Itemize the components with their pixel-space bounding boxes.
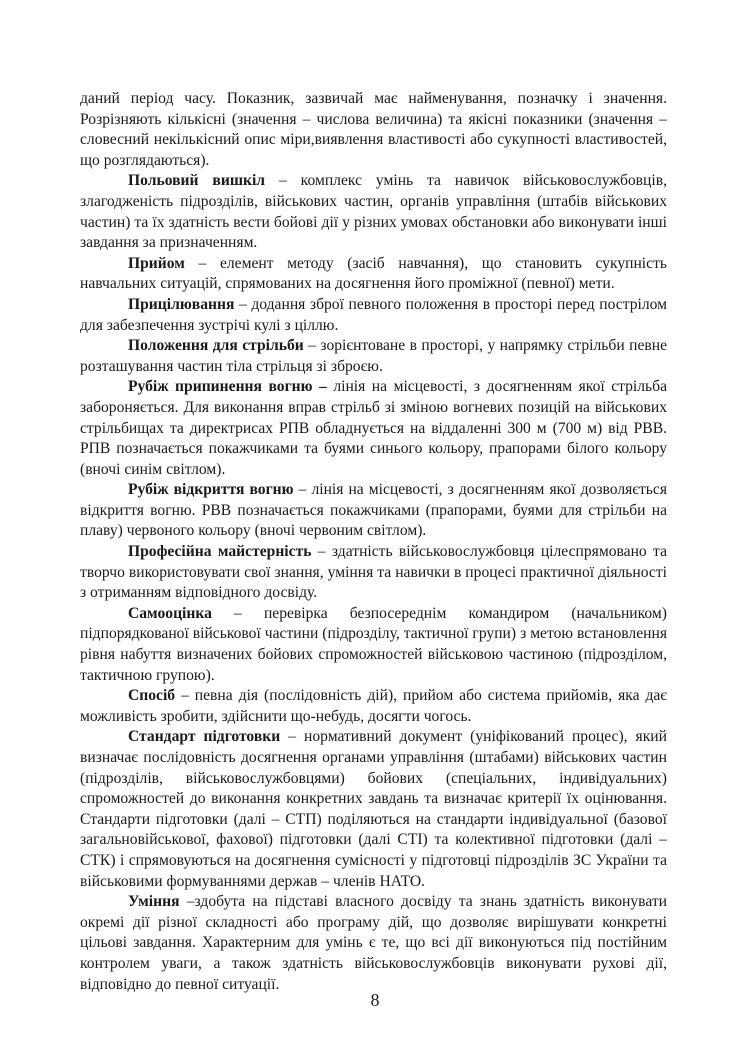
glossary-term: Самооцінка (128, 604, 212, 622)
glossary-term: Прийом (128, 254, 185, 272)
glossary-term: Рубіж відкриття вогню (128, 481, 294, 499)
glossary-entry (80, 892, 667, 995)
intro-paragraph: даний період часу. Показник, зазвичай має найменування, позначку і значення. Розрізняють кількісні (значення – числова величина) та якісні показники (значення – словесний некількісний опис міри,виявлення властивості або сукупності властивостей, що розглядаються). (80, 90, 667, 169)
glossary-definition: – здатність військовослужбовця цілеспрямовано та творчо використовувати свої знання, уміння та навички в процесі практичної діяльності з отриманням відповідного досвіду. (80, 543, 667, 602)
glossary-entry (80, 171, 667, 253)
glossary-entry (80, 604, 667, 686)
glossary-entry (80, 377, 667, 480)
glossary-entry (80, 686, 667, 727)
glossary-definition: – певна дія (послідовність дій), прийом або система прийомів, яка дає можливість зробити, здійснити що-небудь, досягти чогось. (80, 687, 667, 725)
glossary-definition: – перевірка безпосереднім командиром (начальником) підпорядкованої військової частини (підрозділу, тактичної групи) з метою встановлення рівня набуття визначених бойових спроможностей військовою частиною (підрозділом, тактичною групою). (80, 604, 667, 684)
glossary-definition: –здобута на підставі власного досвіду та знань здатність виконувати окремі дії різної складності або програму дій, що дозволяє вирішувати конкретні цільові завдання. Характерним для умінь є те, що всі дії виконуються під постійним контролем уваги, а також здатність військовослужбовців виконувати рухові дії, відповідно до певної ситуації. (80, 893, 667, 993)
glossary-entry (80, 254, 667, 295)
glossary-definition: – додання зброї певного положення в просторі перед пострілом для забезпечення зустрічі кулі з ціллю. (80, 295, 667, 334)
glossary-entry (80, 480, 667, 542)
glossary-term: Рубіж припинення вогню – (128, 378, 327, 396)
glossary-term: Спосіб (128, 687, 176, 705)
glossary-definition: – лінія на місцевості, з досягненням якої дозволяється відкриття вогню. РВВ позначається покажчиками (прапорами, буями для стрільби на плаву) червоного кольору (вночі червоним світлом). (80, 481, 667, 540)
glossary-entry (80, 336, 667, 377)
page-body (80, 89, 667, 995)
glossary-entry (80, 542, 667, 604)
glossary-term: Прицілювання (128, 295, 235, 313)
glossary-definition: – зорієнтоване в просторі, у напрямку стрільби певне розташування частин тіла стрільця зі зброєю. (80, 337, 667, 375)
glossary-term: Професійна майстерність (128, 543, 312, 561)
page-number: 8 (370, 990, 380, 1010)
glossary-term: Стандарт підготовки (128, 728, 281, 746)
glossary-definition: лінія на місцевості, з досягненням якої стрільба забороняється. Для виконання вправ стрільб зі зміною вогневих позицій на військових стрільбищах та директрисах РПВ обладнується на віддаленні 300 м (700 м) від РВВ. РПВ позначається покажчиками та буями синього кольору, прапорами білого кольору (вночі синім світлом). (80, 378, 667, 478)
glossary-entry (80, 295, 667, 336)
glossary-definition: – нормативний документ (уніфікований процес), який визначає послідовність досягнення органами управління (штабами) військових частин (підрозділів, військовослужбовцями) бойових (спеціальних, індивідуальних) спроможностей до виконання конкретних завдань та визначає критерії їх оцінювання. Стандарти підготовки (далі – СТП) поділяються на стандарти індивідуальної (базової загальновійськової, фахової) підготовки (далі СТІ) та колективної підготовки (далі – СТК) і спрямовуються на досягнення сумісності у підготовці підрозділів ЗС України та військовими формуваннями держав – членів НАТО. (80, 728, 667, 890)
glossary-entry (80, 727, 667, 892)
glossary-definition: – комплекс умінь та навичок військовослужбовців, злагодженість підрозділів, військових частин, органів управління (штабів військових частин) та їх здатність вести бойові дії у різних умовах обстановки або виконувати інші завдання за призначенням. (80, 172, 667, 252)
glossary-term: Польовий вишкіл (128, 172, 266, 190)
glossary-term: Уміння (128, 893, 180, 911)
glossary-definition: – елемент методу (засіб навчання), що становить сукупність навчальних ситуацій, спрямованих на досягнення його проміжної (певної) мети. (80, 254, 667, 293)
glossary-term: Положення для стрільби (128, 337, 304, 355)
